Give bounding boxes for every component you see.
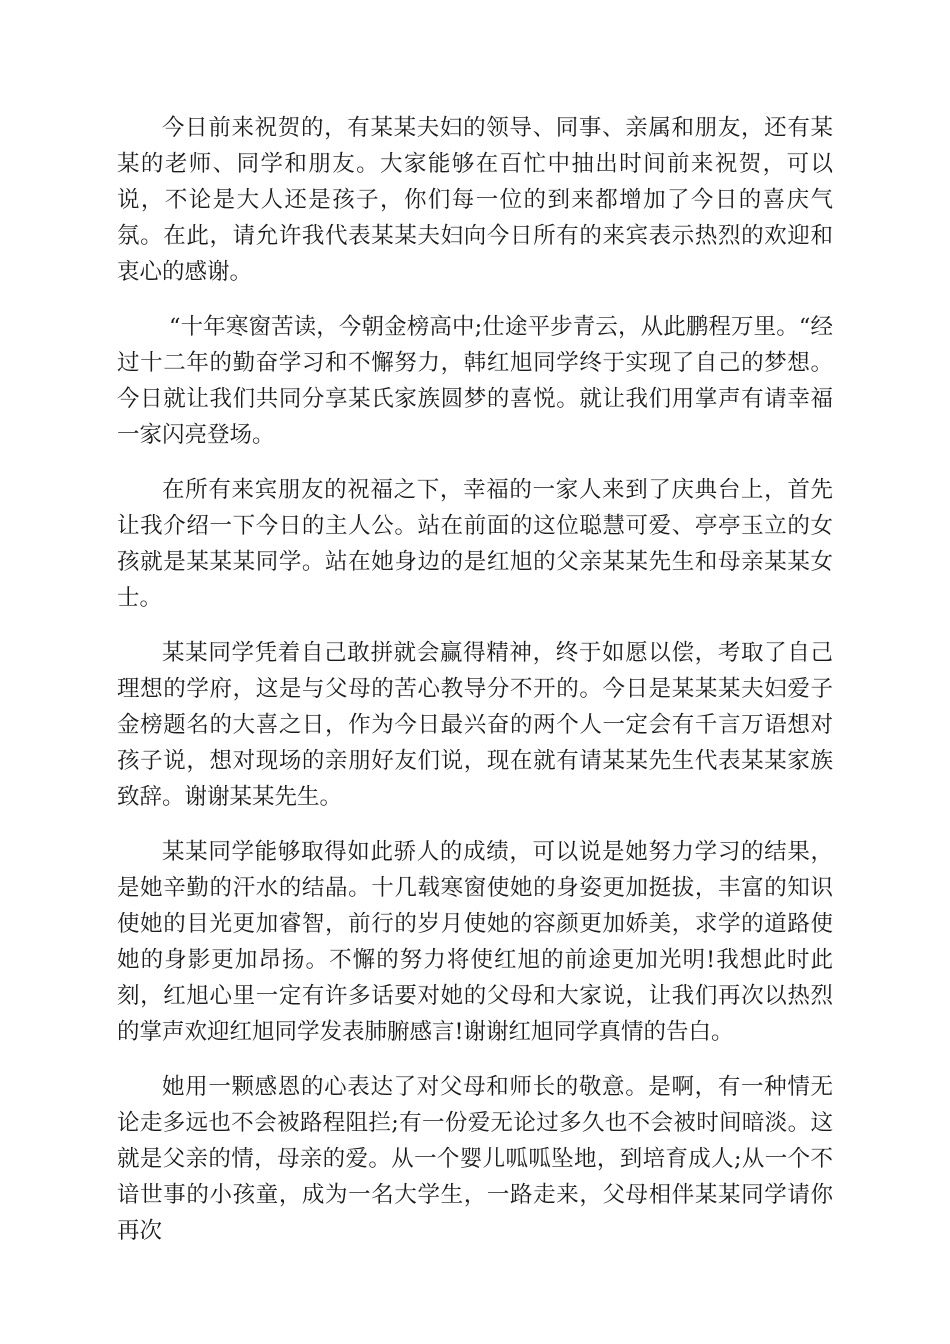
paragraph-gratitude: 她用一颗感恩的心表达了对父母和师长的敬意。是啊，有一种情无论走多远也不会被路程阻拦;有一份爱无论过多久也不会被时间暗淡。这就是父亲的情，母亲的爱。从一个婴儿呱呱坠地，到培育成人;从一个不谙世事的小孩童，成为一名大学生，一路走来，父母相伴某某同学请你再次 <box>117 1074 833 1244</box>
paragraph-introduction: 在所有来宾朋友的祝福之下，幸福的一家人来到了庆典台上，首先让我介绍一下今日的主人公。站在前面的这位聪慧可爱、亭亭玉立的女孩就是某某某同学。站在她身边的是红旭的父亲某某先生和母亲某某女士。 <box>117 477 833 611</box>
paragraph-parents: 某某同学凭着自己敢拼就会赢得精神，终于如愿以偿，考取了自己理想的学府，这是与父母的苦心教导分不开的。今日是某某某夫妇爱子金榜题名的大喜之日，作为今日最兴奋的两个人一定会有千言万语想对孩子说，想对现场的亲朋好友们说，现在就有请某某先生代表某某家族致辞。谢谢某某先生。 <box>117 640 833 810</box>
paragraph-quote: “十年寒窗苦读，今朝金榜高中;仕途平步青云，从此鹏程万里。“经过十二年的勤奋学习和不懈努力，韩红旭同学终于实现了自己的梦想。今日就让我们共同分享某氏家族圆梦的喜悦。就让我们用掌声有请幸福一家闪亮登场。 <box>117 314 833 448</box>
paragraph-achievement: 某某同学能够取得如此骄人的成绩，可以说是她努力学习的结果，是她辛勤的汗水的结晶。十几载寒窗使她的身姿更加挺拔，丰富的知识使她的目光更加睿智，前行的岁月使她的容颜更加娇美，求学的道路使她的身影更加昂扬。不懈的努力将使红旭的前途更加光明!我想此时此刻，红旭心里一定有许多话要对她的父母和大家说，让我们再次以热烈的掌声欢迎红旭同学发表肺腑感言!谢谢红旭同学真情的告白。 <box>117 839 833 1045</box>
paragraph-welcome: 今日前来祝贺的，有某某夫妇的领导、同事、亲属和朋友，还有某某的老师、同学和朋友。大家能够在百忙中抽出时间前来祝贺，可以说，不论是大人还是孩子，你们每一位的到来都增加了今日的喜庆气氛。在此，请允许我代表某某夫妇向今日所有的来宾表示热烈的欢迎和衷心的感谢。 <box>117 115 833 285</box>
document-body <box>117 110 833 1268</box>
